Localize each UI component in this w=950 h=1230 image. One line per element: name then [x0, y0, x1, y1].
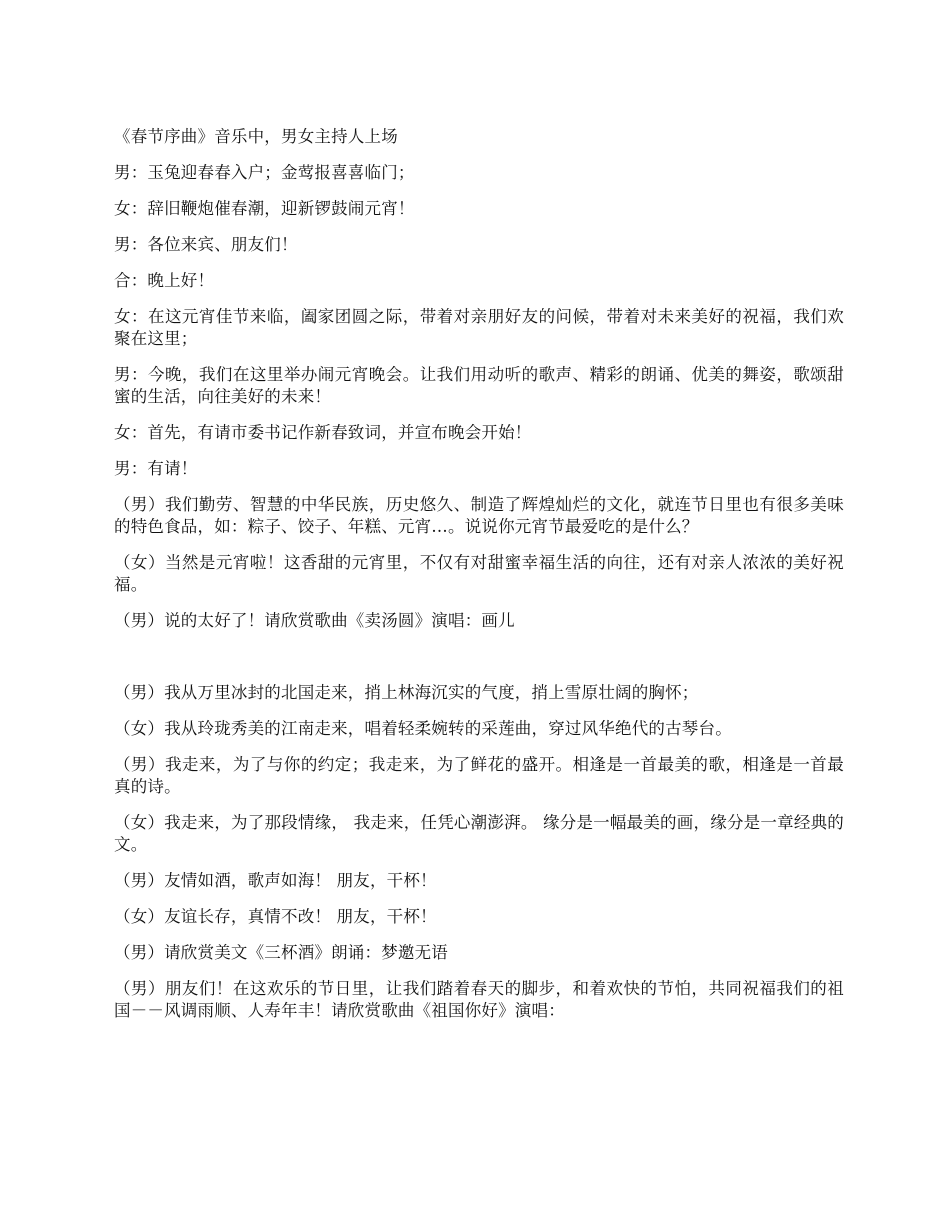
paragraph: （男）我们勤劳、智慧的中华民族，历史悠久、制造了辉煌灿烂的文化，就连节日里也有很多美味的特色食品，如：粽子、饺子、年糕、元宵…。说说你元宵节最爱吃的是什么？ — [114, 495, 844, 536]
paragraph: （女）我走来，为了那段情缘， 我走来，任凭心潮澎湃。 缘分是一幅最美的画，缘分是一章经典的文。 — [114, 813, 844, 854]
paragraph: （男）我走来，为了与你的约定；我走来，为了鲜花的盛开。相逢是一首最美的歌，相逢是一首最真的诗。 — [114, 755, 844, 796]
paragraph: （男）请欣赏美文《三杯酒》朗诵：梦邀无语 — [114, 943, 448, 962]
paragraph: 男：各位来宾、朋友们！ — [114, 235, 298, 254]
section-gap — [114, 646, 844, 682]
paragraph: 女：在这元宵佳节来临，阖家团圆之际，带着对亲朋好友的问候，带着对未来美好的祝福，我们欢聚在这里； — [114, 307, 844, 348]
paragraph: 合：晚上好！ — [114, 271, 215, 290]
paragraph: （男）我从万里冰封的北国走来，捎上林海沉实的气度，捎上雪原壮阔的胸怀； — [114, 683, 699, 702]
paragraph: （女）我从玲珑秀美的江南走来，唱着轻柔婉转的采莲曲，穿过风华绝代的古琴台。 — [114, 719, 732, 738]
paragraph: （男）说的太好了！请欣赏歌曲《卖汤圆》演唱：画儿 — [114, 611, 515, 630]
paragraph: 男：有请！ — [114, 459, 198, 478]
paragraph: （男）友情如酒，歌声如海！ 朋友，干杯！ — [114, 871, 437, 890]
paragraph: （女）当然是元宵啦！这香甜的元宵里，不仅有对甜蜜幸福生活的向往，还有对亲人浓浓的美好祝福。 — [114, 553, 844, 594]
paragraph: （女）友谊长存，真情不改！ 朋友，干杯！ — [114, 907, 437, 926]
paragraph: 女：辞旧鞭炮催春潮，迎新锣鼓闹元宵！ — [114, 199, 415, 218]
paragraph: 女：首先，有请市委书记作新春致词，并宣布晚会开始！ — [114, 423, 532, 442]
paragraph: 男：今晚，我们在这里举办闹元宵晚会。让我们用动听的歌声、精彩的朗诵、优美的舞姿，歌颂甜蜜的生活，向往美好的未来！ — [114, 365, 844, 406]
document-page — [114, 126, 844, 1036]
paragraph: 《春节序曲》音乐中，男女主持人上场 — [114, 127, 398, 146]
paragraph: 男：玉兔迎春春入户；金莺报喜喜临门； — [114, 163, 415, 182]
paragraph: （男）朋友们！在这欢乐的节日里，让我们踏着春天的脚步，和着欢快的节怕，共同祝福我们的祖国－－风调雨顺、人寿年丰！请欣赏歌曲《祖国你好》演唱： — [114, 979, 844, 1020]
